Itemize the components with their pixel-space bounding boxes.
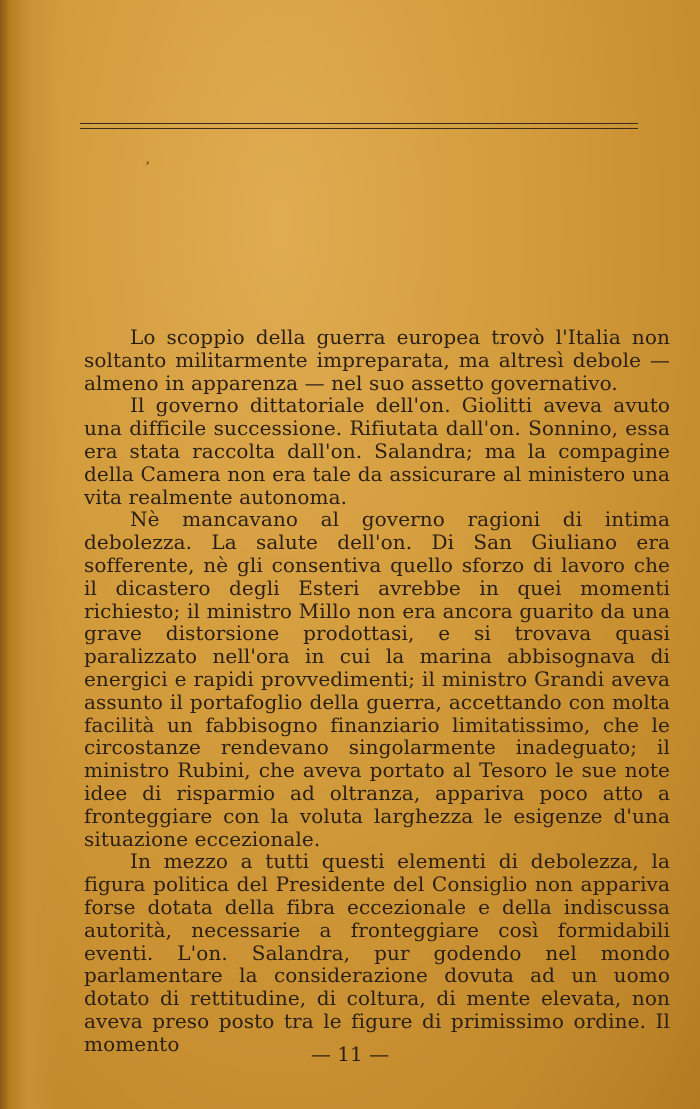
paragraph-2: Il governo dittatoriale dell'on. Giolitti aveva avuto una difficile successione. Rifiutata dall'on. Sonnino, essa era stata raccolta dall'on. Salandra; ma la compagine della Camera non era tale da assicurare al ministero una vita realmente autonoma. [84, 393, 670, 509]
paragraph-3: Nè mancavano al governo ragioni di intima debolezza. La salute dell'on. Di San Giuliano era sofferente, nè gli consentiva quello sforzo di lavoro che il dicastero degli Esteri avrebbe in quei momenti richiesto; il ministro Millo non era ancora guarito da una grave distorsione prodottasi, e si trovava quasi paralizzato nell'ora in cui la marina abbisognava di energici e rapidi provvedimenti; il ministro Grandi aveva assunto il portafoglio della guerra, accettando con molta facilità un fabbisogno finanziario limitatissimo, che le circostanze rendevano singolarmente inadeguato; il ministro Rubini, che aveva portato al Tesoro le sue note idee di risparmio ad oltranza, appariva poco atto a fronteggiare con la voluta larghezza le esigenze d'una situazione eccezionale. [84, 507, 670, 851]
stray-mark: ʼ [145, 160, 150, 176]
paragraph-4: In mezzo a tutti questi elementi di debolezza, la figura politica del Presidente del Consiglio non appariva forse dotata della fibra eccezionale e della indiscussa autorità, necessarie a fronteggiare così formidabili eventi. L'on. Salandra, pur godendo nel mondo parlamentare la considerazione dovuta ad un uomo dotato di rettitudine, di coltura, di mente elevata, non aveva preso posto tra le figure di primissimo ordine. Il momento [84, 849, 670, 1056]
body-text [84, 326, 670, 1056]
top-rule-inner [80, 128, 638, 129]
paragraph-1: Lo scoppio della guerra europea trovò l'Italia non soltanto militarmente impreparata, ma altresì debole — almeno in apparenza — nel suo assetto governativo. [84, 325, 670, 395]
top-rule [80, 123, 638, 124]
page-number: — 11 — [310, 1042, 390, 1066]
